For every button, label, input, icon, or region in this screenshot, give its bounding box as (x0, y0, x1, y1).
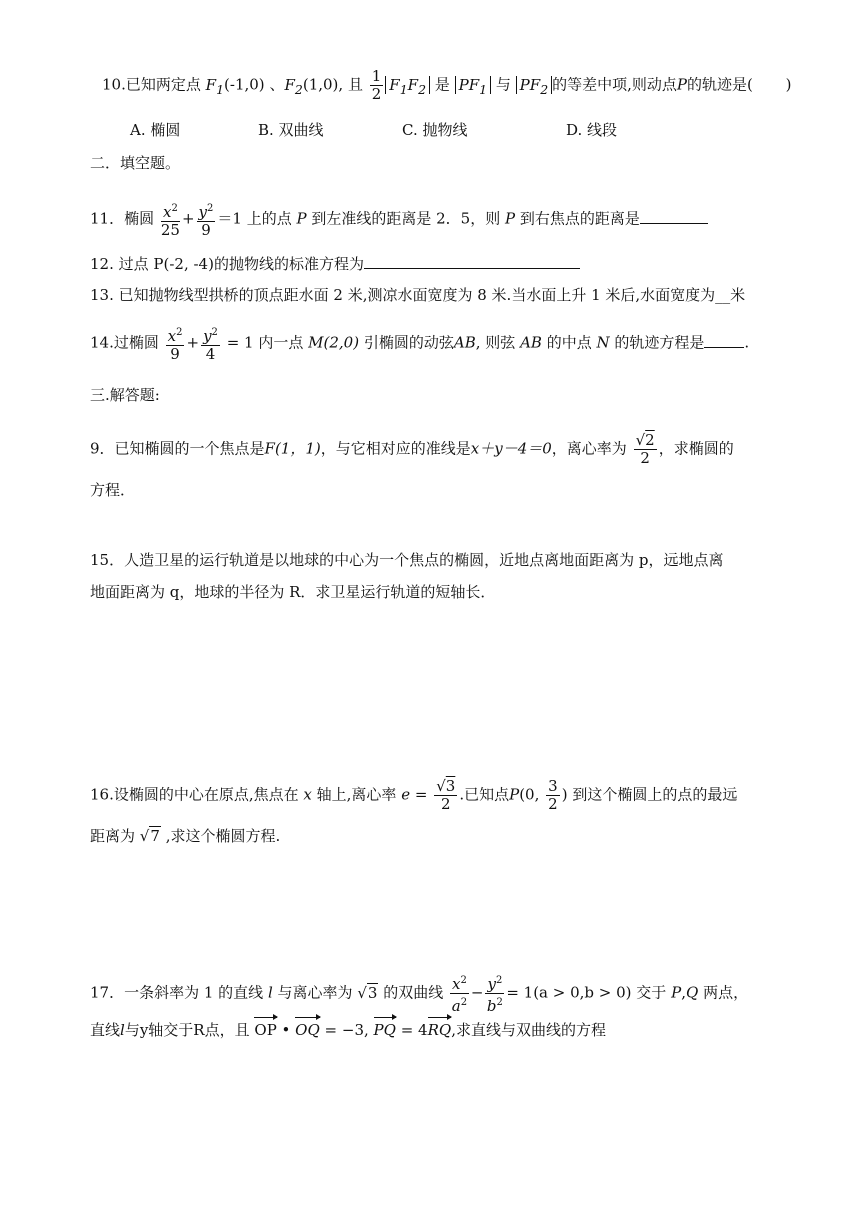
point-p: P (509, 785, 520, 804)
question-13: 13. 已知抛物线型拱桥的顶点距水面 2 米,测凉水面宽度为 8 米.当水面上升 1 米后,水面宽度为__米 (90, 286, 746, 304)
fraction-x2-25: $\frac{x^2}{25}$ (161, 200, 180, 239)
f2-symbol: $F_2$ (284, 75, 303, 97)
q9-text: ，求椭圆的 (658, 439, 734, 458)
fraction-3-2: $\frac{3}{2}$ (548, 777, 558, 813)
q10-text: 是 (434, 75, 450, 94)
vector-pq: PQ (373, 1021, 396, 1039)
q10-text: 的等差中项,则动点 (552, 75, 677, 94)
q14-text: 14.过椭圆 (90, 333, 159, 352)
chord-ab: AB (520, 333, 542, 352)
q17-text: 交于 (636, 983, 667, 1002)
sqrt-7: √7 (139, 827, 160, 845)
abs-pf1: $PF_1$ (455, 76, 491, 94)
q10-option-d: D. 线段 (566, 121, 618, 139)
fraction-half: $\frac{1}{2}$ (371, 67, 382, 103)
q16-text: 距离为 (90, 827, 136, 845)
answer-blank[interactable] (640, 209, 708, 224)
q10-text: 且 (347, 75, 363, 94)
fraction-y2-4: $\frac{y^2}{4}$ (201, 324, 220, 363)
q11-text: 到右焦点的距离是 (519, 209, 640, 228)
q10-number: 10. (102, 75, 126, 94)
q10-option-b: B. 双曲线 (258, 121, 324, 139)
vector-oq: OQ (295, 1021, 320, 1039)
question-10 (102, 68, 792, 103)
points-pq: P (671, 983, 682, 1002)
directrix: x＋y－4＝0 (470, 439, 552, 458)
q15-line2: 地面距离为 q，地球的半径为 R．求卫星运行轨道的短轴长． (90, 583, 496, 601)
f1-coords: (-1,0) (224, 75, 265, 94)
q12-text: 12. 过点 P(-2, -4)的抛物线的标准方程为 (90, 255, 364, 273)
q16-text: .已知点 (459, 785, 510, 804)
line-l: l (120, 1021, 125, 1039)
q14-text: 则弦 (485, 333, 516, 352)
question-17: 17．一条斜率为 1 的直线 l 与离心率为 √3 的双曲线 $\frac{x^2}{a^2}$ − $\frac{y^2}{b^2}$ = 1(a > 0,b > 0) 交于 P,Q 两点， (90, 972, 748, 1015)
q9-text: 9．已知椭圆的一个焦点是 (90, 439, 265, 458)
q16-text: 到这个椭圆上的点的最远 (572, 785, 738, 804)
abs-f1f2: $F_1F_2$ (385, 76, 430, 94)
fraction-y2-9: $\frac{y^2}{9}$ (197, 200, 216, 239)
q15-line1: 15．人造卫星的运行轨道是以地球的中心为一个焦点的椭圆，近地点离地面距离为 p，远地点离 (90, 551, 724, 569)
q9-line2: 方程． (90, 481, 136, 499)
q17-condition: = 1(a > 0,b > 0) (506, 983, 632, 1002)
vector-op: OP (254, 1021, 277, 1039)
line-l: l (267, 983, 273, 1002)
q11-text: 11．椭圆 (90, 209, 155, 228)
q10-text: 的轨迹是( (687, 75, 753, 94)
question-9 (90, 432, 734, 467)
q9-text: ，离心率为 (551, 439, 627, 458)
question-14: 14.过椭圆 $\frac{x^2}{9}$ + $\frac{y^2}{4}$ = 1 内一点 M(2,0) 引椭圆的动弦AB, 则弦 AB 的中点 N 的轨迹方程是 . (90, 324, 749, 363)
fraction-x2-a2: $\frac{x^2}{a^2}$ (450, 972, 469, 1015)
point-p: P (505, 209, 516, 228)
q17-text: 与y轴交于R点，且 (124, 1021, 250, 1039)
q14-text: 的中点 (546, 333, 592, 352)
question-12 (90, 254, 580, 274)
answer-blank[interactable] (364, 254, 580, 269)
fraction-y2-b2: $\frac{y^2}{b^2}$ (485, 972, 504, 1015)
fraction-sqrt3-2: $\frac{√3}{2}$ (436, 777, 456, 813)
sqrt-3: √3 (357, 983, 378, 1002)
section-fill-in: 二．填空题。 (90, 154, 181, 172)
q9-text: ，与它相对应的准线是 (320, 439, 471, 458)
q16-text: 16.设椭圆的中心在原点,焦点在 (90, 785, 299, 804)
abs-pf2: $PF_2$ (516, 76, 552, 94)
q10-text: 已知两定点 (125, 75, 201, 94)
q14-end: . (744, 333, 750, 352)
q11-text: ＝1 上的点 (217, 209, 292, 228)
focus-f: F(1，1) (264, 439, 321, 458)
question-16: 16.设椭圆的中心在原点,焦点在 x 轴上,离心率 e = $\frac{√3}{2}$ .已知点P(0, $\frac{3}{2}$ ) 到这个椭圆上的点的最远 (90, 777, 738, 813)
q17-text: 与离心率为 (277, 983, 353, 1002)
q14-text: 引椭圆的动弦 (363, 333, 454, 352)
answer-blank[interactable] (704, 333, 744, 348)
points-pq: Q (685, 983, 699, 1002)
axis-x: x (303, 785, 312, 804)
q11-text: 到左准线的距离是 2．5，则 (311, 209, 501, 228)
point-p: P (296, 209, 307, 228)
q16-text: ,求这个椭圆方程. (165, 827, 281, 845)
fraction-sqrt2-2: $\frac{√2}{2}$ (635, 431, 655, 467)
q14-text: 的轨迹方程是 (614, 333, 705, 352)
point-p: P (676, 75, 688, 94)
point-n: N (596, 333, 610, 352)
q16-line2 (90, 826, 280, 846)
q10-separator: 、 (269, 75, 285, 94)
vector-rq: RQ (427, 1021, 452, 1039)
fraction-x2-9: $\frac{x^2}{9}$ (166, 324, 185, 363)
point-m: M(2,0) (308, 333, 360, 352)
chord-ab: AB (453, 333, 476, 352)
q17-text: ,求直线与双曲线的方程 (451, 1021, 606, 1039)
q10-close-paren: ) (785, 75, 792, 94)
q17-line2: 直线l与y轴交于R点，且 OP • OQ = −3, PQ = 4RQ,求直线与双曲线的方程 (90, 1021, 606, 1039)
q17-text: 17．一条斜率为 1 的直线 (90, 983, 264, 1002)
q16-text: 轴上,离心率 (316, 785, 397, 804)
q10-text: 与 (495, 75, 511, 94)
q10-option-c: C. 抛物线 (402, 121, 468, 139)
f1-symbol: $F_1$ (205, 75, 225, 97)
section-solve: 三.解答题: (90, 386, 160, 404)
q14-text: = 1 内一点 (226, 333, 304, 352)
q17-text: 的双曲线 (383, 983, 444, 1002)
q17-text: 直线 (90, 1021, 121, 1039)
question-11: 11．椭圆 $\frac{x^2}{25}$ + $\frac{y^2}{9}$ ＝1 上的点 P 到左准线的距离是 2．5，则 P 到右焦点的距离是 (90, 200, 708, 239)
f2-coords: (1,0), (302, 75, 344, 94)
q17-text: 两点， (703, 983, 749, 1002)
eccentricity-e: e (401, 785, 411, 804)
q10-option-a: A. 椭圆 (130, 121, 181, 139)
